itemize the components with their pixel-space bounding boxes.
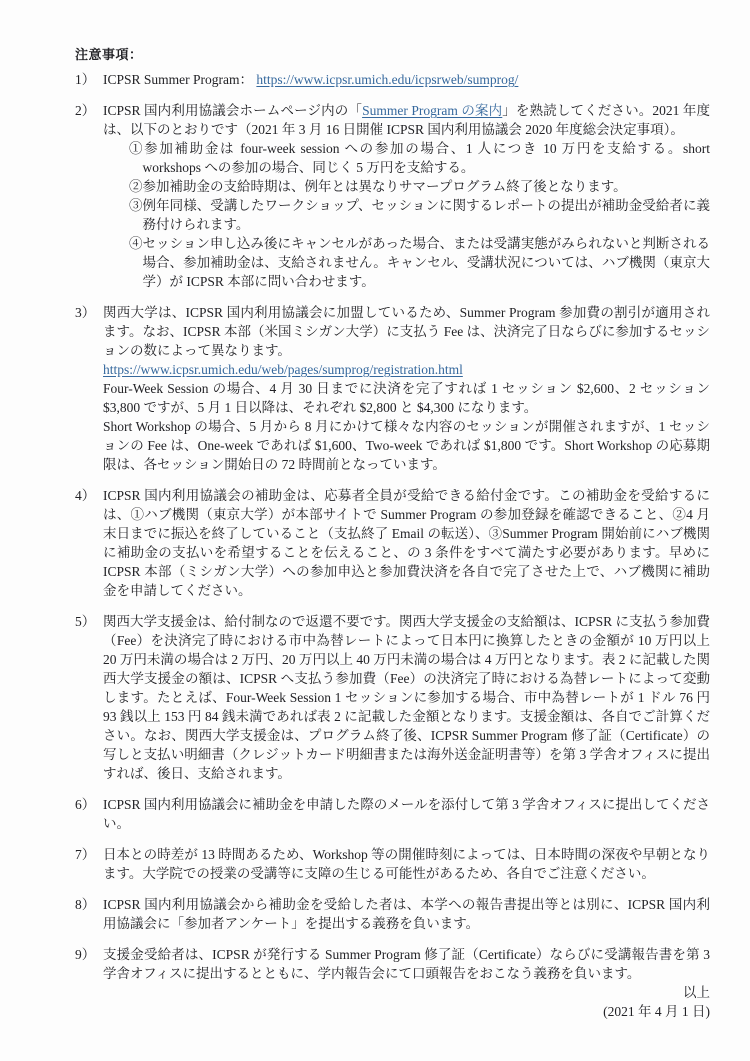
- item-5-text: 関西大学支援金は、給付制なので返還不要です。関西大学支援金の支給額は、ICPSR に支払う参加費（Fee）を決済完了時における市中為替レートによって日本円に換算したときの金額が 10 万円以上 20 万円未満の場合は 2 万円、20 万円以上 40 万円未満の場合は 4 万円となります。表 2 に記載した関西大学支援金の額は、ICPSR へ支払う参加費（Fee）の決済完了時における為替レートによって変動します。たとえば、Four-Week Session 1 セッションに参加する場合、市中為替レートが 1 ドル 76 円 93 銭以上 153 円 84 銭未満であれば表 2 に記載した金額となります。支援金額は、各自でご計算ください。なお、関西大学支援金は、プログラム終了後、ICPSR Summer Program 修了証（Certificate）の写しと支払い明細書（クレジットカード明細書または海外送金証明書等）を第 3 学舎オフィスに提出すれば、後日、支給されます。: [103, 614, 710, 781]
- item-5-number: 5）: [75, 614, 96, 629]
- item-2-sub-4: ④セッション申し込み後にキャンセルがあった場合、または受講実態がみられないと判断される場合、参加補助金は、支給されません。キャンセル、受講状況については、ハブ機関（東京大学）が ICPSR 本部に問い合わせます。: [129, 236, 710, 289]
- summer-program-guide-link[interactable]: Summer Program の案内: [362, 103, 503, 118]
- registration-link[interactable]: https://www.icpsr.umich.edu/web/pages/sumprog/registration.html: [103, 362, 463, 377]
- notice-item-5: [75, 612, 710, 783]
- item-7-text: 日本との時差が 13 時間あるため、Workshop 等の開催時刻によっては、日本時間の深夜や早朝となります。大学院での授業の受講等に支障の生じる可能性があるため、各自でご注意ください。: [103, 847, 710, 881]
- notice-item-3: [75, 303, 710, 474]
- item-7-number: 7）: [75, 847, 96, 862]
- item-2-sublist: [103, 139, 710, 291]
- item-4-number: 4）: [75, 488, 96, 503]
- notice-item-8: [75, 895, 710, 933]
- item-2-sub-2: ②参加補助金の支給時期は、例年とは異なりサマープログラム終了後となります。: [129, 179, 627, 194]
- notice-item-7: [75, 845, 710, 883]
- item-2-sub-3: ③例年同様、受講したワークショップ、セッションに関するレポートの提出が補助金受給者に義務付けられます。: [129, 198, 710, 232]
- item-6-text: ICPSR 国内利用協議会に補助金を申請した際のメールを添付して第 3 学舎オフィスに提出してください。: [103, 797, 710, 831]
- notice-item-9: [75, 945, 710, 983]
- item-9-number: 9）: [75, 947, 96, 962]
- item-8-number: 8）: [75, 897, 96, 912]
- notice-item-1: [75, 70, 710, 89]
- notice-item-4: [75, 486, 710, 600]
- item-2-paragraph: [103, 101, 710, 139]
- notice-item-2: [75, 101, 710, 291]
- item-2-body: [103, 101, 710, 291]
- document-date: (2021 年 4 月 1 日): [603, 1004, 710, 1019]
- page-title: 注意事項：: [75, 48, 143, 63]
- item-9-text: 支援金受給者は、ICPSR が発行する Summer Program 修了証（Certificate）ならびに受講報告書を第 3 学舎オフィスに提出するとともに、学内報告会にて口頭報告をおこなう義務を負います。: [103, 947, 710, 981]
- item-3-body: [103, 303, 710, 474]
- item-1-body: [103, 70, 710, 89]
- item-2-text-post: 」を熟読してください。2021 年度は、以下のとおりです（2021 年 3 月 16 日開催 ICPSR 国内利用協議会 2020 年度総会決定事項）。: [103, 103, 711, 137]
- item-2-text-pre: ICPSR 国内利用協議会ホームページ内の「: [103, 103, 363, 118]
- item-1-number: 1）: [75, 72, 96, 87]
- item-3-paragraph-3: Short Workshop の場合、5 月から 8 月にかけて様々な内容のセッションが開催されますが、1 セッションの Fee は、One-week であれば $1,600、Two-week であれば $1,800 です。Short Workshop の応募期限は、各セッション開始日の 72 時間前となっています。: [103, 419, 710, 472]
- item-1-label: ICPSR Summer Program：: [103, 72, 254, 87]
- item-2-sub-1: ①参加補助金は four-week session への参加の場合、1 人につき 10 万円を支給する。short workshops への参加の場合、同じく 5 万円を支給する。: [129, 141, 710, 175]
- sumprog-home-link[interactable]: https://www.icpsr.umich.edu/icpsrweb/sumprog/: [256, 72, 519, 87]
- item-2-number: 2）: [75, 103, 96, 118]
- item-4-text: ICPSR 国内利用協議会の補助金は、応募者全員が受給できる給付金です。この補助金を受給するには、①ハブ機関（東京大学）が本部サイトで Summer Program の参加登録を確認できること、②4 月末日までに振込を終了していること（支払終了 Email の転送）、③Summer Program 開始前にハブ機関に補助金の支払いを希望することを伝えること、の 3 条件をすべて満たす必要があります。早めに ICPSR 本部（ミシガン大学）への参加申込と参加費決済を各自で完了させた上で、ハブ機関に補助金を申請してください。: [103, 488, 710, 598]
- item-3-paragraph-2: Four-Week Session の場合、4 月 30 日までに決済を完了すれば 1 セッション $2,600、2 セッション $3,800 ですが、5 月 1 日以降は、それぞれ $2,800 と $4,300 になります。: [103, 381, 710, 415]
- item-6-number: 6）: [75, 797, 96, 812]
- item-3-paragraph-1: 関西大学は、ICPSR 国内利用協議会に加盟しているため、Summer Program 参加費の割引が適用されます。なお、ICPSR 本部（米国ミシガン大学）に支払う Fee は、決済完了日ならびに参加するセッションの数によって異なります。: [103, 305, 710, 358]
- item-8-text: ICPSR 国内利用協議会から補助金を受給した者は、本学への報告書提出等とは別に、ICPSR 国内利用協議会に「参加者アンケート」を提出する義務を負います。: [103, 897, 710, 931]
- notice-item-6: [75, 795, 710, 833]
- item-3-number: 3）: [75, 305, 96, 320]
- closing-mark: 以上: [683, 985, 710, 1000]
